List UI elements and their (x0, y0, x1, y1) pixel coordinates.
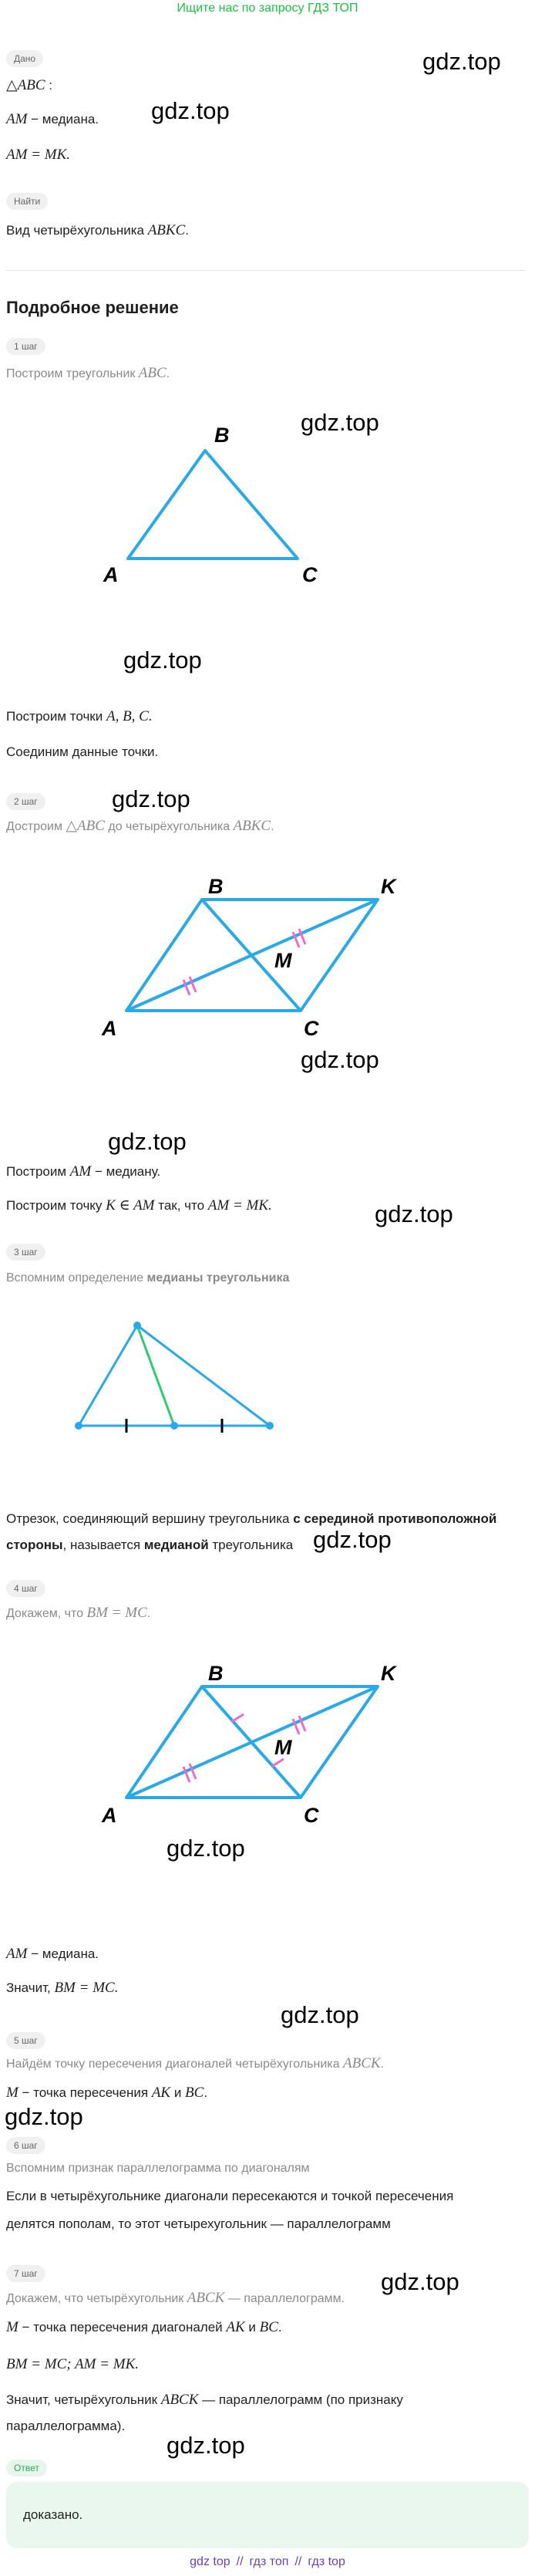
step7-p1-mid: − точка пересечения диагоналей (18, 2320, 227, 2335)
step7-badge: 7 шаг (6, 2265, 45, 2282)
step1-p1-prefix: Построим точки (6, 709, 106, 724)
step5-p1-math3: BC (185, 2085, 204, 2101)
step2-p1-prefix: Построим (6, 1164, 70, 1179)
label-k: K (381, 1662, 396, 1685)
step5-p1-mid: − точка пересечения (18, 2085, 152, 2100)
given-triangle (6, 77, 52, 94)
step7-p3-math: ABCK (160, 2392, 199, 2408)
step3-p1-b: с серединой противоположной (293, 1511, 497, 1526)
step5-title-prefix: Найдём точку пересечения диагоналей четырёхугольника (6, 2058, 343, 2071)
step5-p1 (6, 2085, 207, 2102)
watermark: gdz.top (123, 647, 202, 674)
step6-p2: делятся пополам, то этот четырехугольник — параллелограмм (6, 2216, 391, 2231)
step4-p2-math: BM = MC. (54, 1980, 119, 1996)
step1-title-suffix: . (166, 367, 170, 380)
step7-p1-suffix: . (278, 2320, 282, 2335)
watermark: gdz.top (301, 1046, 379, 1073)
watermark: gdz.top (422, 48, 501, 75)
step2-p1-math: AM (69, 1163, 92, 1180)
step3-p1-line2 (6, 1537, 293, 1554)
step7-p3-prefix: Значит, четырёхугольник (6, 2392, 161, 2407)
step2-p1-suffix: − медиану. (91, 1164, 161, 1179)
answer-text: доказано. (23, 2507, 83, 2522)
step3-title-prefix: Вспомним определение (6, 1271, 147, 1285)
step3-p1-f: треугольника (208, 1538, 294, 1552)
find-math: ABKC (147, 222, 186, 238)
watermark: gdz.top (167, 1835, 245, 1862)
step3-p1-d: , называется (62, 1538, 144, 1552)
step7-title-math: ABCK (187, 2290, 225, 2306)
label-a: A (102, 1017, 117, 1040)
step6-title: Вспомним признак параллелограмма по диагоналям (6, 2162, 310, 2175)
step4-badge: 4 шаг (6, 1580, 45, 1597)
midpoint-dot (170, 1422, 178, 1430)
footer-link-gdz-top-mixed[interactable]: гдз top (308, 2555, 345, 2568)
given-triangle-math: △ABC (6, 77, 45, 93)
triangle-median (79, 1325, 270, 1426)
figure-parallelogram-1 (0, 872, 535, 1065)
step6-badge: 6 шаг (6, 2137, 45, 2154)
step7-title-prefix: Докажем, что четырёхугольник (6, 2292, 187, 2305)
step4-title-suffix: . (146, 1607, 151, 1620)
step5-p1-suffix: . (204, 2085, 208, 2100)
step2-p2-mid: так, что (154, 1198, 208, 1213)
figure-parallelogram-2 (0, 1659, 535, 1852)
footer-links (0, 2554, 535, 2571)
label-c: C (304, 1017, 319, 1040)
given-badge: Дано (6, 50, 43, 67)
label-a: A (103, 563, 119, 586)
step2-p1 (6, 1163, 160, 1180)
step1-title (6, 365, 170, 383)
label-b: B (208, 1662, 224, 1685)
label-c: C (302, 563, 318, 586)
step2-p2-prefix: Построим точку (6, 1198, 106, 1213)
find-prefix: Вид четырёхугольника (6, 223, 148, 238)
given-l2-math: AM = MK. (6, 147, 71, 163)
watermark: gdz.top (301, 409, 379, 436)
vertex-dot-right (266, 1422, 274, 1430)
label-c: C (304, 1804, 319, 1827)
step3-title (6, 1270, 289, 1287)
step7-p1-math3: BC (259, 2319, 278, 2335)
watermark: gdz.top (108, 1128, 187, 1155)
step5-title (6, 2055, 384, 2073)
step7-p1-and: и (244, 2320, 260, 2335)
label-m: M (274, 1736, 292, 1759)
given-l1-rest: − медиана. (27, 112, 99, 127)
answer-badge: Ответ (6, 2460, 47, 2476)
answer-box (6, 2482, 529, 2548)
step4-title (6, 1605, 150, 1622)
step5-p1-and: и (170, 2085, 186, 2100)
step2-title-math: △ABC (66, 818, 105, 834)
step2-p2 (6, 1197, 272, 1214)
solution-title: Подробное решение (6, 298, 179, 317)
step3-p1-a: Отрезок, соединяющий вершину треугольника (6, 1511, 294, 1526)
step1-title-prefix: Построим треугольник (6, 367, 139, 380)
step7-p3-suffix: — параллелограмм (по признаку (198, 2392, 403, 2407)
step3-p1-line1 (6, 1511, 496, 1528)
given-l1-math: AM (6, 111, 28, 127)
step2-p2-math: K ∈ AM (106, 1197, 155, 1214)
figure-triangle-abc (0, 417, 535, 602)
step3-title-bold: медианы треугольника (146, 1271, 290, 1285)
watermark: gdz.top (151, 97, 230, 124)
step1-p2: Соединим данные точки. (6, 744, 159, 759)
watermark: gdz.top (313, 1526, 392, 1553)
step4-p1-math: AM (6, 1946, 28, 1962)
step3-badge: 3 шаг (6, 1244, 45, 1261)
watermark: gdz.top (281, 2001, 359, 2028)
watermark: gdz.top (5, 2103, 83, 2130)
step1-p1 (6, 708, 153, 725)
step4-p2 (6, 1980, 118, 1997)
step4-title-math: BM = MC (86, 1605, 147, 1621)
given-colon: : (45, 78, 52, 93)
step2-title-suffix: . (271, 820, 274, 833)
vertex-dot-top (133, 1322, 141, 1329)
step7-p3 (6, 2392, 403, 2409)
footer-link-gdz-top-ru[interactable]: гдз топ (249, 2555, 289, 2568)
step1-title-math: ABC (138, 365, 167, 381)
step7-title-suffix: — параллелограмм. (224, 2292, 345, 2305)
vertex-dot-left (75, 1422, 82, 1430)
watermark: gdz.top (112, 785, 190, 812)
label-b: B (214, 424, 230, 447)
step2-badge: 2 шаг (6, 793, 45, 810)
step3-p1-c: стороны (6, 1538, 63, 1552)
step5-p1-math: M (6, 2085, 19, 2101)
given-line-2 (6, 147, 70, 164)
step7-p2 (6, 2356, 139, 2373)
watermark: gdz.top (381, 2268, 459, 2295)
footer-link-gdz-top[interactable]: gdz top (190, 2555, 230, 2568)
find-badge: Найти (6, 193, 48, 210)
watermark: gdz.top (167, 2432, 245, 2459)
figure-median (0, 1312, 535, 1435)
divider (6, 270, 526, 271)
step7-p1 (6, 2319, 282, 2336)
step5-title-math: ABCK (342, 2055, 381, 2071)
step5-title-suffix: . (380, 2058, 384, 2071)
label-k: K (381, 875, 396, 898)
footer-separator: // (236, 2555, 244, 2568)
step1-badge: 1 шаг (6, 338, 45, 355)
step6-p1: Если в четырёхугольнике диагонали пересекаются и точкой пересечения (6, 2189, 454, 2203)
label-m: M (274, 949, 292, 972)
step2-title (6, 818, 274, 836)
step7-p4: параллелограмма). (6, 2419, 126, 2433)
step2-title-mid: до четырёхугольника (104, 820, 234, 833)
step4-p1 (6, 1946, 99, 1963)
step4-p1-suffix: − медиана. (27, 1946, 99, 1961)
footer-separator: // (294, 2555, 302, 2568)
step7-p1-math: M (6, 2319, 19, 2335)
step3-p1-e: медианой (143, 1538, 209, 1552)
step4-title-prefix: Докажем, что (6, 1607, 87, 1620)
step4-p2-prefix: Значит, (6, 1980, 55, 1995)
find-text (6, 222, 189, 239)
top-banner[interactable]: Ищите нас по запросу ГДЗ ТОП (177, 2, 358, 15)
label-b: B (208, 875, 224, 898)
label-a: A (102, 1804, 117, 1827)
find-suffix: . (185, 223, 189, 238)
step5-p1-math2: AK (151, 2085, 171, 2101)
watermark: gdz.top (375, 1200, 453, 1227)
step1-p1-math: A, B, C. (106, 708, 153, 724)
step5-badge: 5 шаг (6, 2032, 45, 2049)
step7-p1-math2: AK (226, 2319, 245, 2335)
step2-p2-math2: AM = MK. (207, 1197, 272, 1214)
given-line-1 (6, 111, 99, 128)
triangle-abc (128, 451, 298, 559)
step7-title (6, 2290, 345, 2308)
step7-p2-math: BM = MC; AM = MK. (6, 2356, 139, 2372)
step2-title-math2: ABKC (233, 818, 271, 834)
step2-title-prefix: Достроим (6, 820, 66, 833)
